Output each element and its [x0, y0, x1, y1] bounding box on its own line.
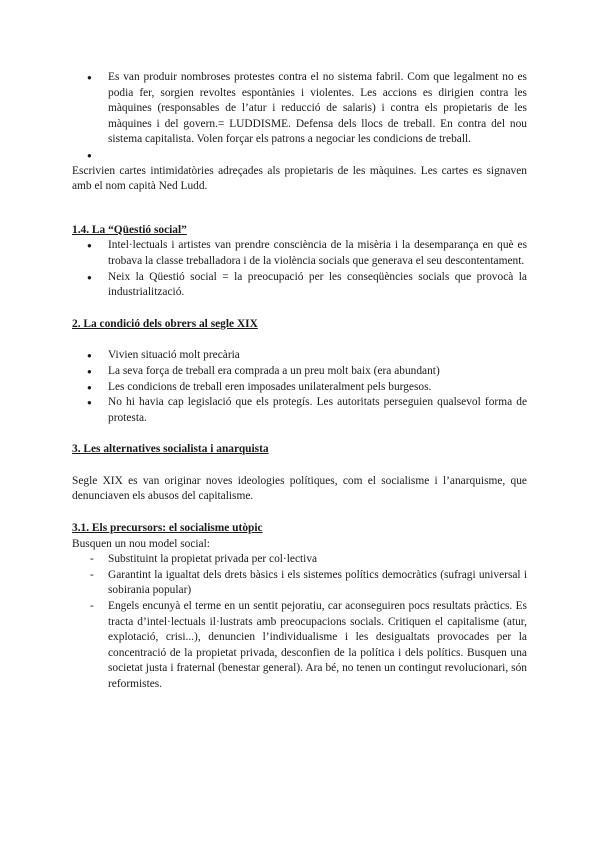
luddism-bullet-list	[72, 70, 527, 164]
list-item: ● Intel·lectuals i artistes van prendre consciència de la misèria i la desemparança en què es trobava la classe treballadora i de la violència socials que generava el seu descontentament.	[72, 238, 527, 269]
list-item	[72, 148, 527, 164]
social-question-bullet-list	[72, 238, 527, 300]
luddism-paragraph: Escrivien cartes intimidatòries adreçades als propietaris de les màquines. Les cartes es signaven amb el nom capità Ned Ludd.	[72, 164, 527, 193]
list-item: ● Neix la Qüestió social = la preocupació per les conseqüències socials que provocà la industrialització.	[72, 270, 527, 301]
list-item: ● La seva força de treball era comprada a un preu molt baix (era abundant)	[72, 364, 527, 380]
document-body	[72, 70, 527, 693]
list-item: - Substituint la propietat privada per col·lectiva	[72, 552, 527, 568]
utopian-dash-list	[72, 552, 527, 692]
alternatives-paragraph: Segle XIX es van originar noves ideologies polítiques, com el socialisme i l’anarquisme, que denunciaven els abusos del capitalisme.	[72, 474, 527, 503]
list-item: ● Vivien situació molt precària	[72, 348, 527, 364]
list-item: ● No hi havia cap legislació que els protegís. Les autoritats perseguien qualsevol forma de protesta.	[72, 395, 527, 426]
section-heading-utopian-socialism: 3.1. Els precursors: el socialisme utòpic	[72, 522, 263, 535]
list-item: - Garantint la igualtat dels drets bàsics i els sistemes polítics democràtics (sufragi universal i sobirania popular)	[72, 568, 527, 599]
section-heading-alternatives: 3. Les alternatives socialista i anarquista	[72, 443, 269, 456]
list-item: ● Es van produir nombroses protestes contra el no sistema fabril. Com que legalment no es podia fer, sorgien revoltes espontànies i violentes. Les accions es dirigien contra les màquines (responsables de l’atur i reducció de salaris) i contra els propietaris de les màquines i del govern.= LUDDISME. Defensa dels llocs de treball. En contra del nou sistema capitalista. Volen forçar els patrons a negociar les condicions de treball.	[72, 70, 527, 148]
section-heading-social-question: 1.4. La “Qüestió social”	[72, 223, 187, 236]
list-item: - Engels encunyà el terme en un sentit pejoratiu, car aconseguiren pocs resultats pràctics. Es tracta d’intel·lectuals il·lustrats amb preocupacions socials. Critiquen el capitalisme (atur, explotació, crisi...), denuncien l’individualisme i les desigualtats provocades per la concentració de la propietat privada, desconfien de la política i dels polítics. Busquen una societat justa i fraternal (benestar general). Ara bé, no tenen un contingut revolucionari, són reformistes.	[72, 599, 527, 693]
workers-condition-bullet-list	[72, 348, 527, 426]
list-item: ● Les condicions de treball eren imposades unilateralment pels burgesos.	[72, 380, 527, 396]
utopian-intro-line: Busquen un nou model social:	[72, 537, 210, 550]
section-heading-workers-condition: 2. La condició dels obrers al segle XIX	[72, 317, 258, 330]
